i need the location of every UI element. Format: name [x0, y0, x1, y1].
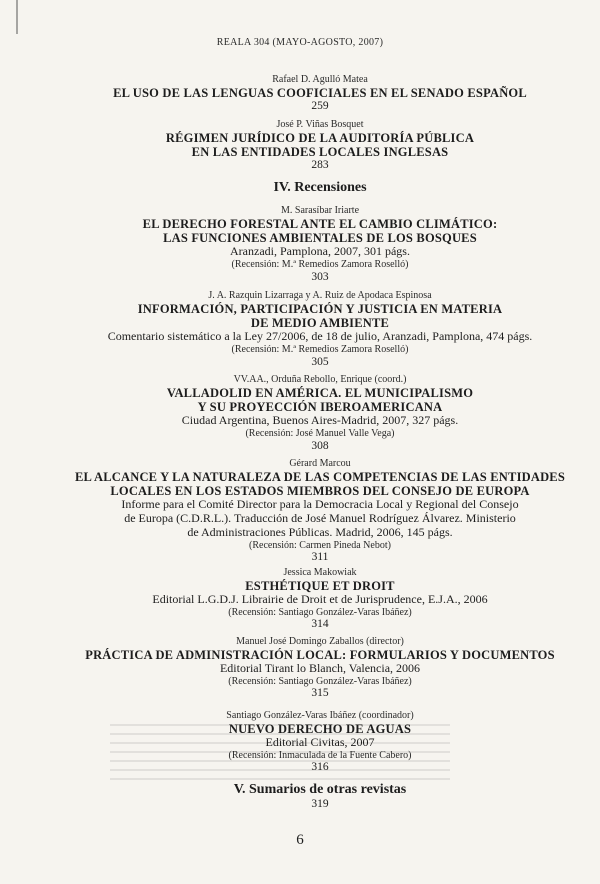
review-title: ESTHÉTIQUE ET DROIT: [245, 578, 395, 593]
review-title: EL ALCANCE Y LA NATURALEZA DE LAS COMPETENCIAS DE LAS ENTIDADES: [74, 469, 566, 484]
review-entry: [60, 374, 580, 453]
reviewer: (Recensión: Carmen Pineda Nebot): [249, 539, 391, 551]
review-page: 314: [311, 618, 329, 631]
review-detail: Editorial Tirant lo Blanch, Valencia, 2006: [219, 660, 421, 675]
review-page: 303: [311, 270, 329, 283]
reviewer: (Recensión: Santiago González-Varas Ibáñez): [228, 606, 412, 618]
review-author: Gérard Marcou: [289, 458, 351, 469]
binding-mark: [16, 0, 18, 34]
article-title: RÉGIMEN JURÍDICO DE LA AUDITORÍA PÚBLICA: [165, 130, 475, 145]
review-detail: Informe para el Comité Director para la Democracia Local y Regional del Consejo: [121, 497, 519, 512]
article-title: EL USO DE LAS LENGUAS COOFICIALES EN EL SENADO ESPAÑOL: [113, 85, 527, 100]
review-entry: [60, 205, 580, 284]
review-title: VALLADOLID EN AMÉRICA. EL MUNICIPALISMO: [166, 385, 474, 400]
article-page: 283: [311, 159, 329, 172]
review-detail: Editorial Civitas, 2007: [265, 734, 375, 749]
review-detail: Editorial L.G.D.J. Librairie de Droit et de Jurisprudence, E.J.A., 2006: [152, 591, 488, 606]
review-entry: [60, 458, 580, 564]
review-author: M. Sarasíbar Iriarte: [280, 205, 360, 216]
section-recensiones-title: IV. Recensiones: [273, 180, 367, 195]
section-heading: [60, 180, 580, 196]
article-author: José P. Viñas Bosquet: [276, 119, 364, 130]
review-detail: Ciudad Argentina, Buenos Aires-Madrid, 2007, 327 págs.: [181, 413, 459, 428]
article-title: EN LAS ENTIDADES LOCALES INGLESAS: [191, 144, 449, 159]
running-header: REALA 304 (MAYO-AGOSTO, 2007): [216, 37, 384, 48]
review-page: 316: [311, 761, 329, 774]
review-detail: Comentario sistemático a la Ley 27/2006, de 18 de julio, Aranzadi, Pamplona, 474 págs.: [107, 329, 533, 344]
review-entry: [60, 567, 580, 631]
review-title: LAS FUNCIONES AMBIENTALES DE LOS BOSQUES: [163, 230, 477, 245]
article-entry: [60, 74, 580, 113]
reviewer: (Recensión: M.ª Remedios Zamora Roselló): [231, 344, 409, 356]
article-entry: [60, 119, 580, 172]
review-entry: [60, 636, 580, 700]
reviewer: (Recensión: José Manuel Valle Vega): [245, 428, 395, 440]
review-title: DE MEDIO AMBIENTE: [250, 315, 390, 330]
review-title: LOCALES EN LOS ESTADOS MIEMBROS DEL CONSEJO DE EUROPA: [110, 483, 530, 498]
review-detail: de Europa (C.D.R.L.). Traducción de José Manuel Rodríguez Álvarez. Ministerio: [124, 511, 516, 526]
review-page: 311: [311, 551, 329, 564]
review-title: PRÁCTICA DE ADMINISTRACIÓN LOCAL: FORMULARIOS Y DOCUMENTOS: [85, 647, 555, 662]
section-heading: [60, 782, 580, 811]
section-sumarios-title: V. Sumarios de otras revistas: [233, 782, 407, 797]
section-sumarios-page: 319: [311, 798, 329, 811]
article-page: 259: [311, 99, 329, 112]
page-number: 6: [296, 832, 304, 848]
review-page: 315: [311, 687, 329, 700]
review-title: NUEVO DERECHO DE AGUAS: [228, 721, 412, 736]
review-title: Y SU PROYECCIÓN IBEROAMERICANA: [197, 399, 443, 414]
review-page: 308: [311, 439, 329, 452]
review-author: VV.AA., Orduña Rebollo, Enrique (coord.): [233, 374, 407, 385]
review-author: Manuel José Domingo Zaballos (director): [236, 636, 404, 647]
review-entry: [60, 290, 580, 369]
review-entry: [60, 710, 580, 774]
review-detail: de Administraciones Públicas. Madrid, 2006, 145 págs.: [187, 524, 453, 539]
review-detail: Aranzadi, Pamplona, 2007, 301 págs.: [230, 244, 410, 259]
review-title: EL DERECHO FORESTAL ANTE EL CAMBIO CLIMÁTICO:: [142, 216, 498, 231]
review-page: 305: [311, 355, 329, 368]
reviewer: (Recensión: Inmaculada de la Fuente Cabero): [228, 749, 412, 761]
article-author: Rafael D. Agulló Matea: [272, 74, 368, 85]
reviewer: (Recensión: Santiago González-Varas Ibáñez): [228, 675, 412, 687]
review-title: INFORMACIÓN, PARTICIPACIÓN Y JUSTICIA EN MATERIA: [137, 301, 503, 316]
review-author: Santiago González-Varas Ibáñez (coordinador): [226, 710, 414, 721]
review-author: Jessica Makowiak: [283, 567, 357, 578]
review-author: J. A. Razquin Lizarraga y A. Ruiz de Apodaca Espinosa: [208, 290, 432, 301]
reviewer: (Recensión: M.ª Remedios Zamora Roselló): [231, 259, 409, 271]
